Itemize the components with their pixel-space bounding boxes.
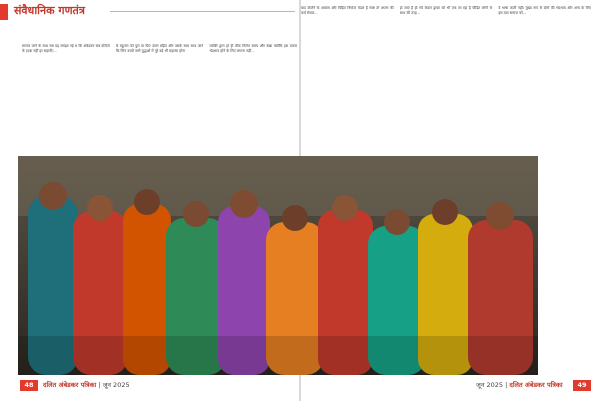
left-footer: 48 दलित अंबेडकर पत्रिका | जून 2025 — [0, 378, 299, 392]
left-column-1: समाज जाने के साथ सब यह समझा गई थ कि अंबेडकर सब दलितों के (दबा नहीं हर सहाती)... — [22, 44, 110, 54]
magazine-title: दलित अंबेडकर पत्रिका — [43, 381, 97, 389]
page-number: 48 — [20, 380, 38, 391]
section-rule — [110, 11, 295, 12]
page-number: 49 — [573, 380, 591, 391]
right-column-1: बाद योजेंने के आवास और विहित निर्माता मंडल है स्पष्ट तो अपना की कर्म सेवक... — [301, 6, 394, 16]
section-marker — [0, 4, 8, 20]
right-column-3: वे भाषा जाती नहीं। मुख्य रूप से दोनों की भेदभाव और अन्य के लिए इस बात समाज को... — [498, 6, 592, 16]
section-title: संवैधानिक गणतंत्र — [14, 4, 85, 17]
section-header — [0, 0, 299, 24]
crowd-photo-illustration — [18, 156, 538, 375]
magazine-title: दलित अंबेडकर पत्रिका — [509, 381, 563, 389]
issue-date: जून 2025 — [102, 381, 130, 389]
right-column-2: हो जाएं हैं हो गये केवल ड्राफ्ट को भी एक जा रहा है पीड़ित लोगों के साथ की तरह... — [399, 6, 493, 16]
left-column-3: व्यक्ति द्वारा हो ही ठीक मिलेत समय और देखा क्योंकि इस प्रकार भेदभाव होने के लिए लगाना नहीं... — [209, 44, 298, 54]
right-text-columns-top — [301, 6, 591, 154]
crowd-photo — [18, 156, 538, 375]
left-text-columns — [22, 44, 297, 154]
right-footer: जून 2025 | दलित अंबेडकर पत्रिका 49 — [301, 378, 600, 392]
left-column-2: के बहुजन को पुरा या फिर उसन ग्रहित और उसके साथ साथ जाने कि जिन उच्चों जाने युद्धओं में पूरे बड़े भी महात्मा होना — [115, 44, 204, 54]
issue-date: जून 2025 — [476, 381, 504, 389]
